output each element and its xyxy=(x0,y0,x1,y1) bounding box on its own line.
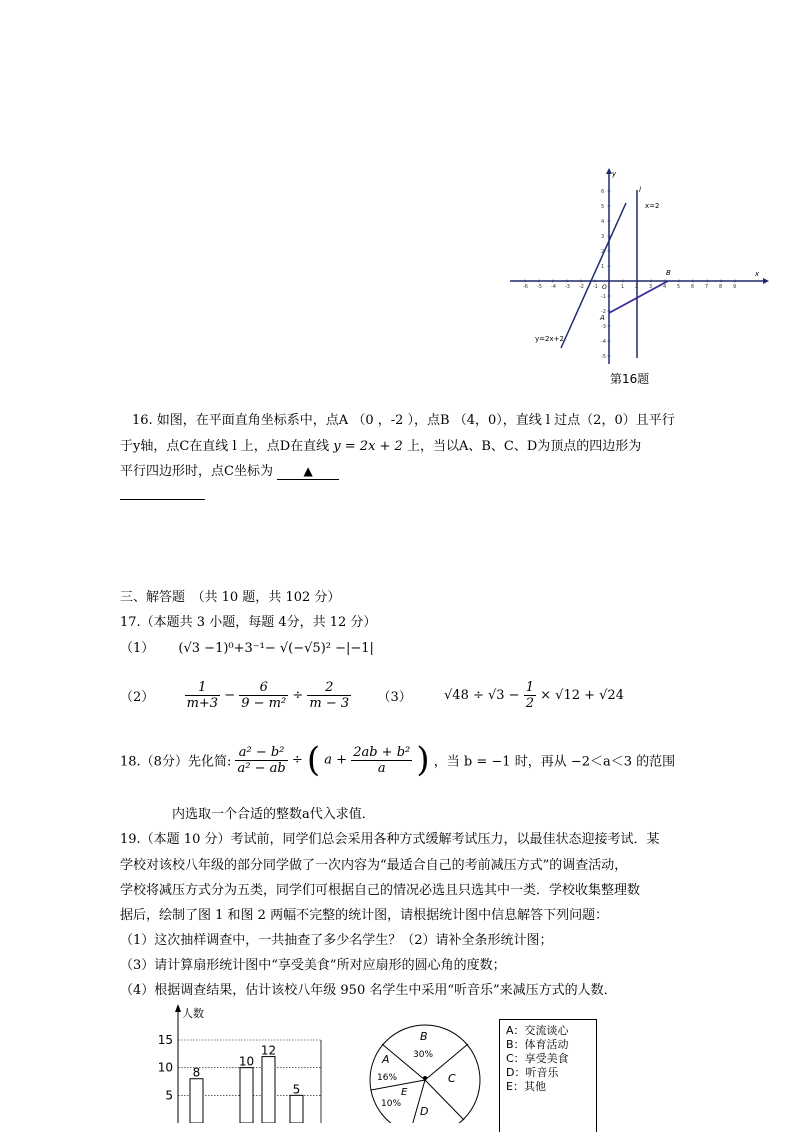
chart-legend xyxy=(499,1019,597,1132)
q18-fraction-1: $\frac{\text{a² − b²}}{\text{a² − ab}}$ xyxy=(237,744,286,776)
q16-line2-c: 上，当以A、B、C、D为顶点的四边形为 xyxy=(406,439,642,454)
y-tick-label: 1 xyxy=(601,264,605,270)
q16-answer-line-2[interactable] xyxy=(120,499,205,500)
q17-p2-label: （2） xyxy=(120,690,155,705)
q18-fraction-2: $\frac{\text{2ab + b²}}{a}$ xyxy=(353,744,411,776)
y-tick-label: 5 xyxy=(601,204,605,210)
x-tick-label: 3 xyxy=(649,284,653,290)
bar-chart-y-arrow xyxy=(175,1004,181,1012)
q17-p3-fraction: $\frac{1}{2}$ xyxy=(525,680,534,711)
x-tick-label: 7 xyxy=(705,284,709,290)
y-tick-label: -5 xyxy=(601,354,606,360)
pie-label-a: A xyxy=(382,1053,390,1066)
q17-p1-expression: (√3 −1)⁰+3⁻¹− √(−√5)² −|−1| xyxy=(178,641,374,656)
point-b-label: B xyxy=(666,269,671,277)
q17-p2-fraction-1: $\frac{1}{m+3}$ xyxy=(186,680,219,711)
bar-value-label: 12 xyxy=(260,1043,277,1058)
q16-answer-blank[interactable] xyxy=(277,464,339,480)
triangle-icon: ▲ xyxy=(303,464,313,478)
q19-line3: 学校将减压方式分为五类，同学们可根据自己的情况必选且只选其中一类．学校收集整理数 xyxy=(120,883,641,898)
q19-line6: （3）请计算扇形统计图中“享受美食”所对应扇形的圆心角的度数； xyxy=(120,958,506,973)
q18-prefix: 18.（8分）先化简: xyxy=(120,754,232,770)
pie-percent-b: 30% xyxy=(413,1050,434,1060)
pie-percent-a: 16% xyxy=(377,1073,398,1083)
y-tick-label: -3 xyxy=(601,324,606,330)
bar-y-tick-label: 15 xyxy=(157,1033,173,1047)
x-tick-label: 8 xyxy=(719,284,723,290)
legend-item-a: A：交流谈心 xyxy=(506,1024,569,1037)
pie-center xyxy=(423,1076,427,1080)
x-tick-label: -2 xyxy=(579,284,584,290)
pie-label-b: B xyxy=(420,1030,428,1043)
q19-line5: （1）这次抽样调查中，一共抽查了多少名学生？（2）请补全条形统计图； xyxy=(120,933,553,948)
q16-line3 xyxy=(120,460,339,480)
q17-p3-label: （3） xyxy=(377,690,412,705)
q17-p2-fraction-2: $\frac{6}{\text{9 − m²}}$ xyxy=(241,680,287,711)
line-eq-label: y=2x+2 xyxy=(535,335,564,343)
bar xyxy=(290,1095,303,1123)
q19-line7: （4）根据调查结果，估计该校八年级 950 名学生中采用“听音乐”来减压方式的人数． xyxy=(120,983,617,998)
x-tick-label: 5 xyxy=(677,284,681,290)
figure-16-coordinate-plane xyxy=(505,168,770,398)
x2-label: x=2 xyxy=(645,202,660,210)
line-y-2x-2 xyxy=(561,203,626,348)
y-tick-label: 2 xyxy=(601,249,605,255)
origin-label: O xyxy=(602,284,607,291)
q19-line1: 19.（本题 10 分）考试前，同学们总会采用各种方式缓解考试压力，以最佳状态迎接考试．某 xyxy=(120,832,660,847)
section-3-title: 三、解答题 （共 10 题，共 102 分） xyxy=(120,590,341,605)
q18-divide: ÷ xyxy=(291,752,303,768)
y-tick-label: 6 xyxy=(601,189,605,195)
y-tick-label: 4 xyxy=(601,219,605,225)
q18-suffix: ，当 b = −1 时，再从 −2＜a＜3 的范围 xyxy=(433,754,676,770)
bar-y-tick-label: 5 xyxy=(165,1088,173,1103)
q16-line1: 16. 如图，在平面直角坐标系中，点A （0 ，-2 ），点B （4，0），直线 l 过点（2，0）且平行 xyxy=(132,413,675,428)
pie-percent-e: 10% xyxy=(381,1099,402,1109)
q17-part2: （2） $\frac{1}{m+3}$ − $\frac{6}{\text{9 − m²}}$ ÷ $\frac{2}{m - 3}$ （3） √48 ÷ √3 − $\frac{1}{2}$ × √12 + √24 xyxy=(120,680,624,711)
bar xyxy=(190,1079,203,1123)
bar xyxy=(262,1057,275,1123)
x-tick-label: -4 xyxy=(551,284,556,290)
y-tick-label: -4 xyxy=(601,339,606,345)
q16-line2 xyxy=(120,435,641,454)
q17-p3-expression-a: √48 ÷ √3 − xyxy=(444,688,520,703)
line-l-label: l xyxy=(639,186,641,194)
figure-16-caption: 第16题 xyxy=(610,372,650,386)
x-tick-label: 9 xyxy=(733,284,737,290)
bar-value-label: 5 xyxy=(292,1082,301,1097)
q19-line2: 学校对该校八年级的部分同学做了一次内容为“最适合自己的考前减压方式”的调查活动， xyxy=(120,858,628,873)
q16-line3-text: 平行四边形时，点C坐标为 xyxy=(120,464,273,479)
y-tick-label: -1 xyxy=(601,294,606,300)
q17-header: 17.（本题共 3 小题，每题 4分，共 12 分） xyxy=(120,615,377,630)
segment-ab xyxy=(609,281,668,313)
point-a-label: A xyxy=(600,314,605,322)
x-tick-label: -5 xyxy=(537,284,542,290)
legend-item-d: D：听音乐 xyxy=(506,1066,559,1079)
y-tick-label: 3 xyxy=(601,234,605,240)
bar-chart xyxy=(150,1000,330,1123)
y-tick-label: -2 xyxy=(601,309,606,315)
q17-p2-fraction-3: $\frac{2}{m - 3}$ xyxy=(309,680,350,711)
q17-p3-expression-b: × √12 + √24 xyxy=(540,688,624,703)
q16-line-equation: y = 2x + 2 xyxy=(333,439,403,454)
x-tick-label: -3 xyxy=(565,284,570,290)
q18-line2: 内选取一个合适的整数a代入求值． xyxy=(172,807,375,822)
q16-line2-b: y轴，点C在直线 l 上，点D在直线 xyxy=(133,439,330,454)
bar xyxy=(240,1068,253,1123)
q17-p1-label: （1） xyxy=(120,641,155,656)
pie-divider-c-d xyxy=(425,1080,464,1120)
bar-chart-y-label: 人数 xyxy=(182,1007,204,1020)
bar-value-label: 8 xyxy=(192,1065,201,1080)
x-tick-label: -1 xyxy=(593,284,598,290)
legend-item-b: B：体育活动 xyxy=(506,1038,569,1051)
pie-label-e: E xyxy=(401,1087,408,1098)
pie-chart xyxy=(368,1022,488,1123)
bar-y-tick-label: 10 xyxy=(157,1060,173,1075)
x-tick-label: 6 xyxy=(691,284,695,290)
x-tick-label: 2 xyxy=(635,284,639,290)
q18-paren-a: a + xyxy=(324,752,348,768)
bar-value-label: 10 xyxy=(238,1054,255,1069)
pie-label-d: D xyxy=(420,1105,429,1118)
q18-expression-line: 18.（8分）先化简: $\frac{\text{a² − b²}}{\text{a² − ab}}$ ÷ ( a + $\frac{\text{2ab + b²}}{a}$ ) ，当 b = −1 时，再从 −2＜a＜3 的范围 xyxy=(120,740,676,780)
legend-item-e: E：其他 xyxy=(506,1080,546,1093)
x-tick-label: -6 xyxy=(523,284,528,290)
q16-line2-a: 于 xyxy=(120,439,134,454)
pie-label-c: C xyxy=(448,1072,456,1085)
x-axis-label: x xyxy=(755,270,760,278)
q19-line4: 据后，绘制了图 1 和图 2 两幅不完整的统计图，请根据统计图中信息解答下列问题： xyxy=(120,908,609,923)
x-axis-arrow xyxy=(763,278,769,284)
q17-part1 xyxy=(120,637,374,656)
legend-item-c: C：享受美食 xyxy=(506,1052,569,1065)
x-tick-label: 1 xyxy=(621,284,625,290)
y-axis-label: y xyxy=(612,170,617,178)
x-tick-label: 4 xyxy=(663,284,667,290)
